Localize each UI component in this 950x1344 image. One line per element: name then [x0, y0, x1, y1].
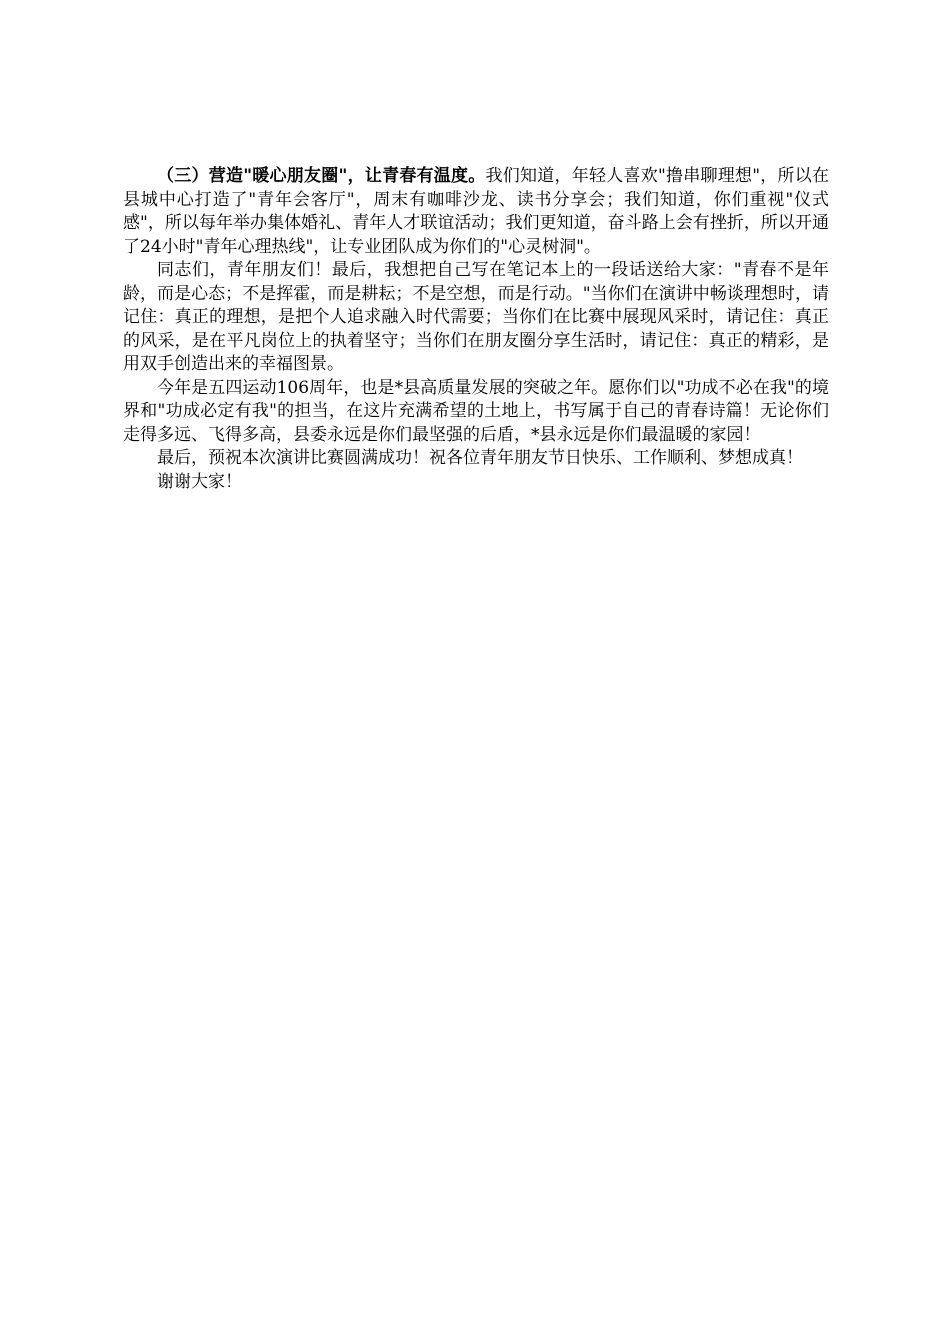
paragraph-may-fourth: [123, 377, 829, 448]
paragraph-wishes: [123, 447, 829, 471]
paragraph-text: 最后，预祝本次演讲比赛圆满成功！祝各位青年朋友节日快乐、工作顺利、梦想成真！: [157, 448, 803, 468]
paragraph-warm-circle: [123, 165, 829, 259]
paragraph-text: 今年是五四运动106周年，也是*县高质量发展的突破之年。愿你们以"功成不必在我"的境界和"功成必定有我"的担当，在这片充满希望的土地上，书写属于自己的青春诗篇！无论你们走得多远、飞得多高，县委永远是你们最坚强的后盾，*县永远是你们最温暖的家园！: [123, 377, 829, 445]
paragraph-text: 谢谢大家！: [157, 471, 242, 492]
document-body: [123, 165, 829, 494]
paragraph-text: 同志们，青年朋友们！最后，我想把自己写在笔记本上的一段话送给大家："青春不是年龄，而是心态；不是挥霍，而是耕耘；不是空想，而是行动。"当你们在演讲中畅谈理想时，请记住：真正的理想，是把个人追求融入时代需要；当你们在比赛中展现风采时，请记住：真正的风采，是在平凡岗位上的执着坚守；当你们在朋友圈分享生活时，请记住：真正的精彩，是用双手创造出来的幸福图景。: [123, 260, 829, 374]
section-heading: （三）营造"暖心朋友圈"，让青春有温度。: [157, 166, 486, 186]
paragraph-closing-message: [123, 259, 829, 377]
paragraph-text: 我们知道，年轻人喜欢"撸串聊理想"，所以在县城中心打造了"青年会客厅"，周末有咖啡沙龙、读书分享会；我们知道，你们重视"仪式感"，所以每年举办集体婚礼、青年人才联谊活动；我们更知道，奋斗路上会有挫折，所以开通了24小时"青年心理热线"，让专业团队成为你们的"心灵树洞"。: [123, 166, 830, 257]
paragraph-thanks: [123, 471, 829, 495]
